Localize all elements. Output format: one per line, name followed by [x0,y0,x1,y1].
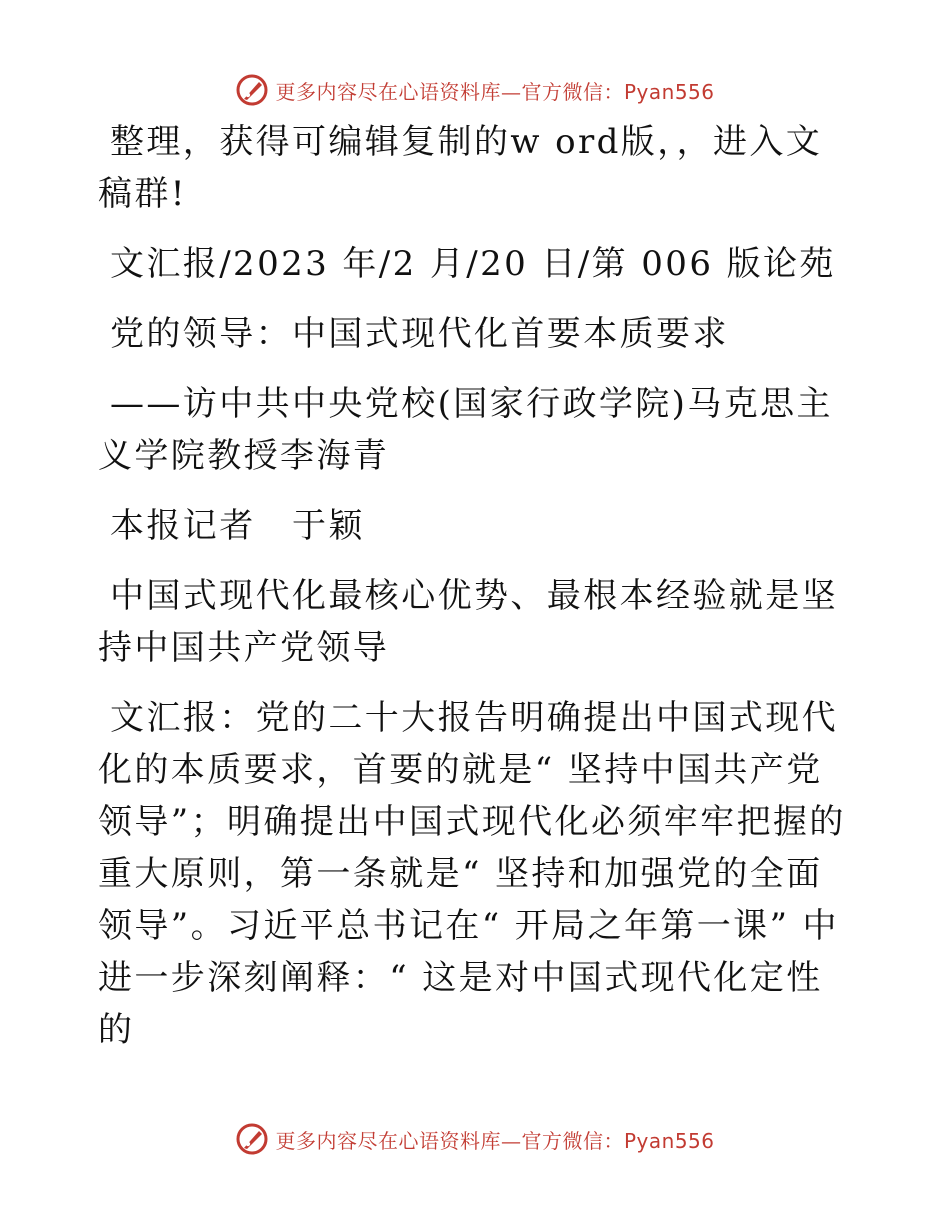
watermark-text: 更多内容尽在心语资料库—官方微信：Pyan556 [275,79,715,104]
quill-in-circle-icon [235,73,269,107]
quill-in-circle-icon [235,1122,269,1156]
body-paragraph: 文汇报：党的二十大报告明确提出中国式现代化的本质要求，首要的就是“ 坚持中国共产党领导”；明确提出中国式现代化必须牢牢把握的重大原则，第一条就是“ 坚持和加强党的全面领导”。习近平总书记在“ 开局之年第一课” 中进一步深刻阐释：“ 这是对中国式现代化定性的 [98,698,846,1050]
section-heading: 中国式现代化最核心优势、最根本经验就是坚持中国共产党领导 [98,576,838,668]
source-line: 文汇报/2023 年/2 月/20 日/第 006 版论苑 [110,244,836,284]
wechat-id: Pyan556 [623,1128,715,1153]
article-subtitle: ——访中共中央党校(国家行政学院)马克思主义学院教授李海青 [98,384,833,476]
footer-watermark [0,1119,950,1159]
wechat-id: Pyan556 [623,79,715,104]
byline: 本报记者 于颖 [110,506,365,546]
header-watermark [0,70,950,110]
document-body [98,116,858,1074]
article-title: 党的领导：中国式现代化首要本质要求 [110,314,729,354]
intro-note: 整理，获得可编辑复制的w ord版，，进入文稿群! [98,122,823,214]
watermark-text: 更多内容尽在心语资料库—官方微信：Pyan556 [275,1128,715,1153]
